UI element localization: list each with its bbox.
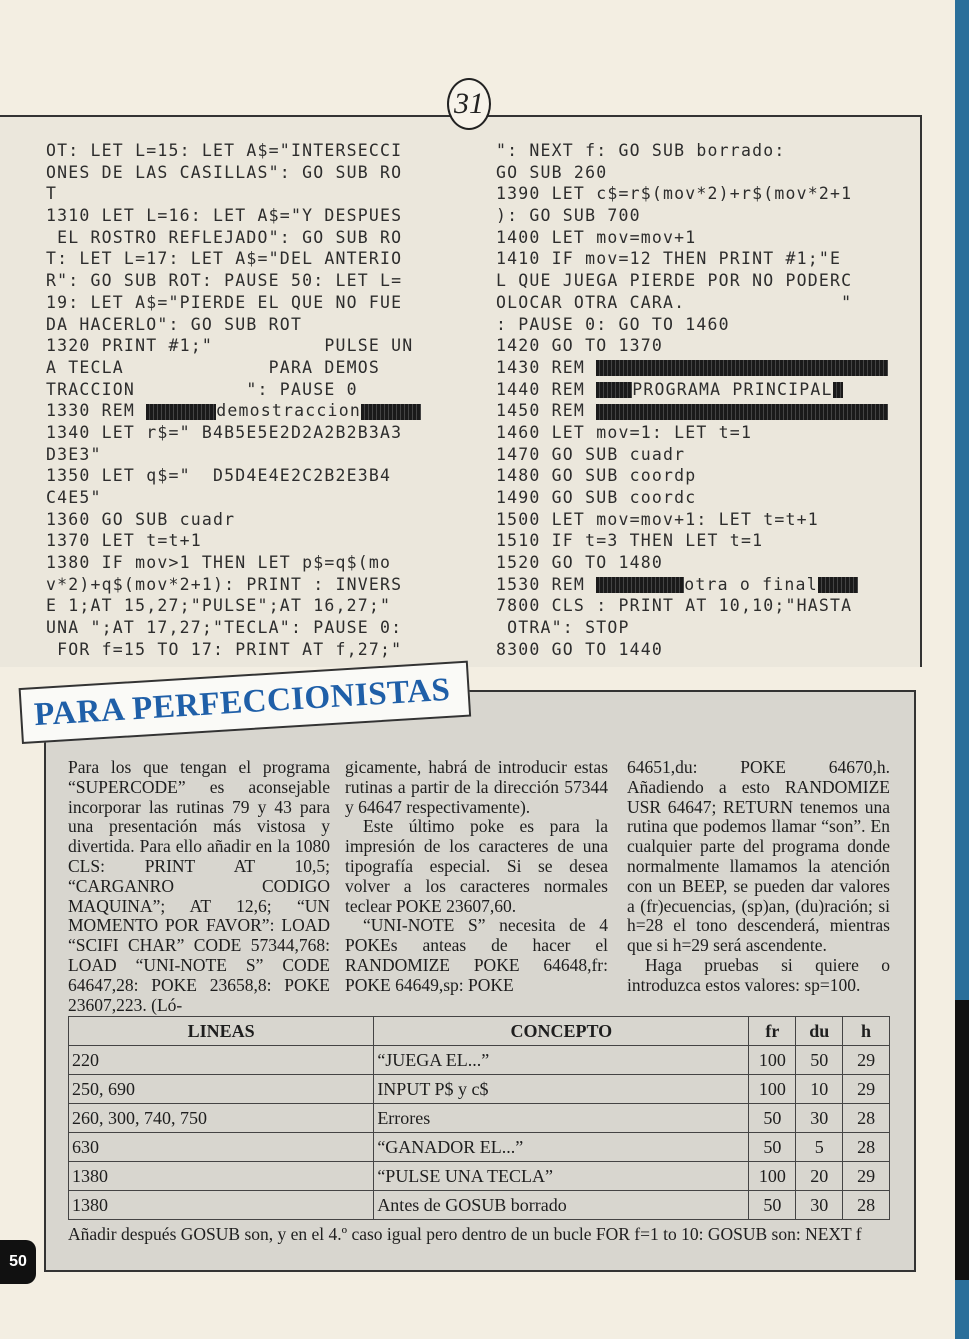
code-text: 1330 REM	[46, 401, 147, 421]
code-text: C4E5"	[46, 488, 102, 507]
table-header-row	[69, 1017, 890, 1046]
rem-label: PROGRAMA PRINCIPAL	[632, 379, 833, 399]
code-line	[496, 183, 916, 205]
header-h: h	[843, 1017, 890, 1046]
cell-du: 30	[796, 1104, 843, 1133]
cell-h: 28	[843, 1191, 890, 1220]
code-text: OLOCAR OTRA CARA. "	[496, 292, 853, 312]
header-concepto: CONCEPTO	[374, 1017, 749, 1046]
code-text: OT: LET L=15: LET A$="INTERSECCI	[46, 141, 403, 160]
inverse-block	[596, 360, 888, 376]
code-text: 1480 GO SUB coordp	[496, 466, 697, 486]
inverse-block	[596, 577, 684, 593]
cell-h: 29	[843, 1075, 890, 1104]
code-line	[46, 140, 466, 162]
code-line	[496, 379, 916, 401]
code-text: 1510 IF t=3 THEN LET t=1	[496, 531, 764, 551]
cell-lineas: 260, 300, 740, 750	[69, 1104, 374, 1133]
listing-left-column	[46, 140, 466, 661]
code-line	[496, 205, 916, 227]
table-row	[69, 1162, 890, 1191]
code-text: R": GO SUB ROT: PAUSE 50: LET L=	[46, 271, 403, 291]
header-lineas: LINEAS	[69, 1017, 374, 1046]
inverse-block	[596, 382, 632, 398]
rem-label: demostraccion	[216, 401, 361, 421]
cell-lineas: 1380	[69, 1162, 374, 1191]
code-text: 1410 IF mov=12 THEN PRINT #1;"E	[496, 249, 842, 269]
article-paragraph: Para los que tengan el programa “SUPERCODE” es aconsejable incorporar las rutinas 79 y 43 para una presentación más vistosa y divertida. Para ello añadir en la 1080 CLS: PRINT AT 10,5; “CARGANRO CODIGO MAQUINA”; AT 12,6; “UN MOMENTO POR FAVOR”: LOAD “SCIFI CHAR” CODE 57344,768: LOAD “UNI-NOTE S” CODE 64647,28: POKE 23658,8: POKE 23607,223. (Ló-	[68, 757, 330, 1015]
code-text: 1430 REM	[496, 357, 597, 377]
code-text: D3E3"	[46, 444, 102, 464]
code-line	[496, 617, 916, 639]
code-text: T: LET L=17: LET A$="DEL ANTERIO	[46, 249, 403, 269]
code-line	[496, 509, 916, 531]
article-column-2	[345, 758, 608, 996]
code-text: T	[46, 184, 58, 204]
table-row	[69, 1104, 890, 1133]
code-line	[46, 639, 466, 661]
page-number: 50	[0, 1240, 36, 1284]
inverse-block	[596, 404, 888, 420]
code-text: 1360 GO SUB cuadr	[46, 509, 236, 529]
code-line	[496, 422, 916, 444]
article-paragraph: 64651,du: POKE 64670,h. Añadiendo a esto RANDOMIZE USR 64647; RETURN tenemos una rutina que podemos llamar “son”. En cualquier parte del programa donde normalmente llamamos la atención con un BEEP, se pueden dar valores a (fr)ecuencias, (sp)an, (du)ración; si h=28 el tono descenderá, mientras que si h=29 será ascendente.	[627, 757, 890, 956]
code-line	[496, 444, 916, 466]
code-line	[496, 292, 916, 314]
code-line	[46, 270, 466, 292]
code-line	[496, 335, 916, 357]
cell-lineas: 250, 690	[69, 1075, 374, 1104]
code-text: 1460 LET mov=1: LET t=1	[496, 422, 753, 442]
page-badge: 31	[447, 78, 491, 130]
inverse-block	[818, 577, 858, 593]
inverse-block	[361, 404, 421, 420]
header-du: du	[796, 1017, 843, 1046]
code-line	[496, 465, 916, 487]
cell-concepto: Antes de GOSUB borrado	[374, 1191, 749, 1220]
article-paragraph: “UNI-NOTE S” necesita de 4 POKEs anteas de hacer el RANDOMIZE POKE 64648,fr: POKE 64649,sp: POKE	[345, 915, 608, 995]
code-line	[496, 357, 916, 379]
code-text: 1450 REM	[496, 401, 597, 421]
cell-h: 29	[843, 1046, 890, 1075]
code-text: 1470 GO SUB cuadr	[496, 444, 686, 464]
code-text: 7800 CLS : PRINT AT 10,10;"HASTA	[496, 596, 853, 616]
code-line	[46, 162, 466, 184]
cell-du: 5	[796, 1133, 843, 1162]
cell-concepto: Errores	[374, 1104, 749, 1133]
article-paragraph: gicamente, habrá de introducir estas rutinas a partir de la dirección 57344 y 64647 respectivamente).	[345, 757, 608, 817]
code-text: L QUE JUEGA PIERDE POR NO PODERC	[496, 271, 853, 291]
code-line	[496, 162, 916, 184]
code-line	[46, 487, 466, 509]
code-text: : PAUSE 0: GO TO 1460	[496, 314, 730, 334]
code-line	[496, 400, 916, 422]
code-line	[46, 422, 466, 444]
code-line	[496, 140, 916, 162]
inverse-block	[833, 382, 843, 398]
cell-lineas: 630	[69, 1133, 374, 1162]
page-edge-dark	[955, 1000, 969, 1280]
cell-lineas: 1380	[69, 1191, 374, 1220]
inverse-block	[146, 404, 216, 420]
cell-fr: 50	[749, 1133, 796, 1162]
article-title: PARA PERFECCIONISTAS	[33, 671, 452, 734]
article-note: Añadir después GOSUB son, y en el 4.º caso igual pero dentro de un bucle FOR f=1 to 10: GOSUB son: NEXT f	[68, 1224, 862, 1244]
table-row	[69, 1046, 890, 1075]
table-row	[69, 1133, 890, 1162]
cell-h: 28	[843, 1104, 890, 1133]
code-text: 1320 PRINT #1;" PULSE UN	[46, 336, 414, 356]
cell-du: 20	[796, 1162, 843, 1191]
code-line	[496, 530, 916, 552]
code-text: 1390 LET c$=r$(mov*2)+r$(mov*2+1	[496, 184, 853, 204]
cell-fr: 50	[749, 1191, 796, 1220]
code-line	[496, 487, 916, 509]
code-text: 1490 GO SUB coordc	[496, 488, 697, 507]
code-text: FOR f=15 TO 17: PRINT AT f,27;"	[46, 639, 403, 659]
table-row	[69, 1191, 890, 1220]
cell-h: 28	[843, 1133, 890, 1162]
code-text: EL ROSTRO REFLEJADO": GO SUB RO	[46, 227, 403, 247]
code-text: 1310 LET L=16: LET A$="Y DESPUES	[46, 206, 403, 226]
code-line	[46, 465, 466, 487]
cell-concepto: “GANADOR EL...”	[374, 1133, 749, 1162]
cell-fr: 50	[749, 1104, 796, 1133]
code-line	[46, 595, 466, 617]
code-text: ": NEXT f: GO SUB borrado:	[496, 141, 786, 160]
code-line	[496, 270, 916, 292]
code-text: E 1;AT 15,27;"PULSE";AT 16,27;"	[46, 596, 392, 616]
cell-fr: 100	[749, 1075, 796, 1104]
code-line	[46, 530, 466, 552]
code-text: 1340 LET r$=" B4B5E5E2D2A2B2B3A3	[46, 422, 403, 442]
code-line	[46, 292, 466, 314]
code-line	[46, 574, 466, 596]
code-line	[46, 314, 466, 336]
code-line	[496, 639, 916, 661]
code-text: 1420 GO TO 1370	[496, 336, 664, 356]
code-text: 1530 REM	[496, 574, 597, 594]
code-text: OTRA": STOP	[496, 618, 630, 638]
code-line	[46, 205, 466, 227]
code-text: 1500 LET mov=mov+1: LET t=t+1	[496, 509, 819, 529]
code-text: GO SUB 260	[496, 162, 608, 182]
code-line	[46, 509, 466, 531]
code-text: TRACCION ": PAUSE 0	[46, 379, 358, 399]
article-paragraph: Este último poke es para la impresión de los caracteres de una tipografía especial. Si se desea volver a los caracteres normales teclear POKE 23607,60.	[345, 816, 608, 916]
code-line	[46, 400, 466, 422]
code-line	[496, 574, 916, 596]
cell-fr: 100	[749, 1162, 796, 1191]
code-line	[46, 357, 466, 379]
header-fr: fr	[749, 1017, 796, 1046]
code-line	[496, 595, 916, 617]
code-text: 8300 GO TO 1440	[496, 639, 664, 659]
code-text: UNA ";AT 17,27;"TECLA": PAUSE 0:	[46, 618, 403, 638]
code-text: 19: LET A$="PIERDE EL QUE NO FUE	[46, 292, 403, 312]
code-line	[46, 444, 466, 466]
cell-h: 29	[843, 1162, 890, 1191]
code-line	[496, 314, 916, 336]
code-line	[46, 379, 466, 401]
code-text: ONES DE LAS CASILLAS": GO SUB RO	[46, 162, 403, 182]
cell-du: 10	[796, 1075, 843, 1104]
code-text: DA HACERLO": GO SUB ROT	[46, 314, 303, 334]
code-text: 1370 LET t=t+1	[46, 531, 202, 551]
article-column-1	[68, 758, 330, 1015]
code-line	[46, 552, 466, 574]
code-text: 1520 GO TO 1480	[496, 553, 664, 573]
poke-values-table	[68, 1016, 890, 1220]
code-text: 1400 LET mov=mov+1	[496, 227, 697, 247]
code-line	[46, 335, 466, 357]
code-line	[46, 248, 466, 270]
code-text: 1380 IF mov>1 THEN LET p$=q$(mo	[46, 553, 392, 573]
code-text: v*2)+q$(mov*2+1): PRINT : INVERS	[46, 574, 403, 594]
cell-fr: 100	[749, 1046, 796, 1075]
cell-concepto: INPUT P$ y c$	[374, 1075, 749, 1104]
code-line	[496, 227, 916, 249]
cell-du: 50	[796, 1046, 843, 1075]
cell-du: 30	[796, 1191, 843, 1220]
code-line	[46, 183, 466, 205]
code-text: A TECLA PARA DEMOS	[46, 357, 381, 377]
cell-concepto: “PULSE UNA TECLA”	[374, 1162, 749, 1191]
code-text: 1350 LET q$=" D5D4E4E2C2B2E3B4	[46, 466, 392, 486]
rem-label: otra o final	[684, 574, 818, 594]
listing-right-column	[496, 140, 916, 661]
code-line	[46, 617, 466, 639]
code-line	[46, 227, 466, 249]
code-line	[496, 552, 916, 574]
cell-concepto: “JUEGA EL...”	[374, 1046, 749, 1075]
article-column-3	[627, 758, 890, 996]
code-text: ): GO SUB 700	[496, 206, 641, 226]
cell-lineas: 220	[69, 1046, 374, 1075]
table-row	[69, 1075, 890, 1104]
code-line	[496, 248, 916, 270]
article-paragraph: Haga pruebas si quiere o introduzca estos valores: sp=100.	[627, 954, 890, 995]
code-text: 1440 REM	[496, 379, 597, 399]
